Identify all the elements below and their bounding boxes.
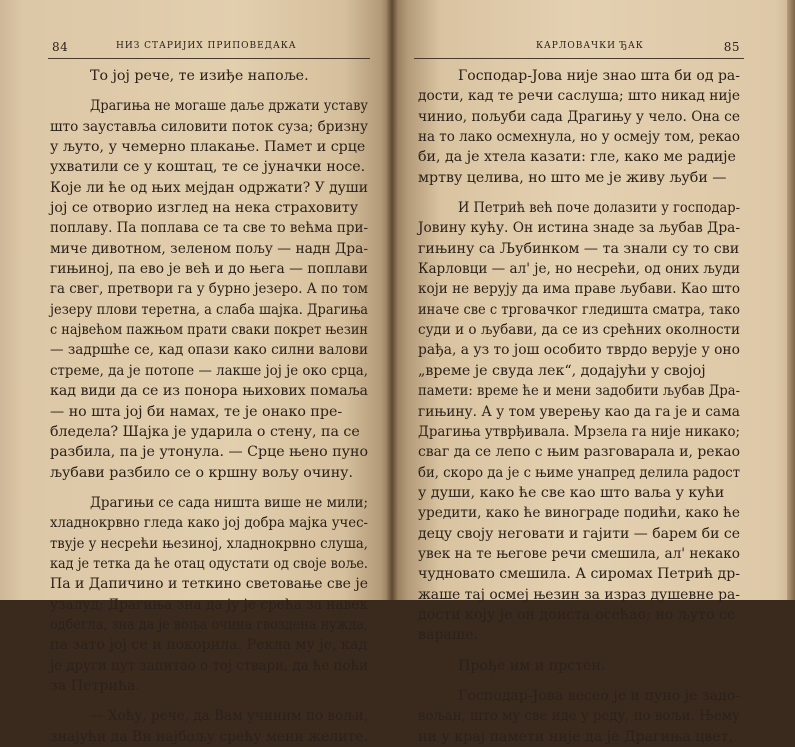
text-line: „време је свуда лек“, додајући у својој <box>418 362 706 379</box>
text-line: одбегла, зна да је воља очина гвоздена нужда, <box>50 616 368 633</box>
text-line: гињину. А у том уверењу као да га је и сама <box>418 403 740 420</box>
text-line: је други пут запитао о тој ствари, да ће поћи <box>50 657 368 674</box>
text-line: рађа, а уз то још особито тврдо верује у оно <box>418 342 740 359</box>
right-running-head: КАРЛОВАЧКИ ЂАК <box>536 41 644 51</box>
text-line: иначе све с трговачког гледишта сматра, тако <box>418 301 740 318</box>
text-line: хладнокрвно гледа како јој добра мајка учес- <box>50 515 368 532</box>
text-line: твује у несрећи њезиној, хладнокрвно слуша, <box>50 535 368 552</box>
text-line: Господар-Јова весео је и пуно је задо- <box>458 687 740 704</box>
text-line: разбила, па је утонула. — Срце њено пуно <box>50 444 368 461</box>
text-line: сваг да се лепо с њим разговарала и, рекао <box>418 444 740 461</box>
text-line: у љуто, у чемерно плакање. Памет и срце <box>50 139 366 156</box>
text-line: вараше. <box>418 627 479 644</box>
text-line: миче дивотном, зеленом пољу — надн Дра- <box>50 240 368 257</box>
left-header-rule <box>48 58 370 59</box>
text-line: уредити, како ће винограде подићи, како ће <box>418 505 740 522</box>
text-line: Господар-Јова није знао шта би од ра- <box>458 68 740 84</box>
text-line: знајући да Ви најбољу срећу мени желите. <box>50 728 368 745</box>
text-line: бледела? Шајка је ударила о стену, па се <box>50 423 360 440</box>
text-line: мртву целива, но што ме је живу љуби — <box>418 169 727 186</box>
left-page-header <box>52 40 370 56</box>
text-line: увек на те његове речи смешила, ал' некако <box>418 545 740 562</box>
text-line: кад је тетка да ће отац одустати од своје воље. <box>50 555 368 572</box>
right-page-number: 85 <box>723 40 740 54</box>
text-line: Драгиња утврђивала. Мрзела га није никако; <box>418 423 740 440</box>
text-line: вољан, што му све иде у реду, по вољи. Њему <box>418 708 740 725</box>
text-line: дости, кад те речи саслуша; што никад није <box>418 88 740 105</box>
text-line: Драгиња не могаше даље држати уставу <box>90 98 368 115</box>
left-page <box>0 0 392 745</box>
text-line: би, да је хтела казати: гле, како ме радије <box>418 149 736 166</box>
text-line: суди и о љубави, да се из срећних околности <box>418 322 740 339</box>
right-page-text <box>418 66 740 747</box>
text-line: на то лако осмехнула, но у осмеју том, рекао <box>418 129 740 146</box>
right-header-rule <box>414 58 744 59</box>
text-line: гињину са Љубинком — та знали су то сви <box>418 240 740 257</box>
text-line: кад види да се из понора њихових помаља <box>50 383 368 400</box>
text-line: га свег, претвори га у бурно језеро. А по том <box>50 281 368 298</box>
text-line: што зауставља силовити поток суза; бризну <box>50 118 368 135</box>
text-line: љубави разбило се о кршну вољу очину. <box>50 464 354 481</box>
text-line: јој се отворио изглед на нека страховиту <box>50 200 359 217</box>
text-line: памети: време ће и мени задобити љубав Дра- <box>418 383 740 400</box>
text-line: Драгињи се сада ништа више не мили; <box>90 494 368 511</box>
text-line: Које ли ће од њих мејдан одржати? У души <box>50 179 368 196</box>
text-line: ухватили се у коштац, те се јуначки носе. <box>50 159 366 176</box>
text-line: Јовину кућу. Он истина знаде за љубав Дра- <box>418 220 740 237</box>
left-running-head: НИЗ СТАРИЈИХ ПРИПОВЕДАКА <box>116 41 297 51</box>
text-line: гињиној, па ево је већ и до њега — поплави <box>50 261 368 278</box>
text-line: Па и Дапичино и теткино световање све је <box>50 576 368 593</box>
text-line: би, скоро да је с њиме унапред делила радост <box>418 464 740 481</box>
right-page-edge <box>787 0 795 600</box>
text-line: у души, како ће све као што ваља у кући <box>418 484 725 501</box>
text-line: Карловци — ал' је, но несрећи, од оних људи <box>418 261 740 278</box>
text-line: језеру плови теретна, а слаба шајка. Драгиња <box>50 301 368 318</box>
text-line: — задршће се, кад опази како силни валови <box>50 342 368 359</box>
text-line: поплаву. Па поплава се та све то већма при- <box>50 220 368 237</box>
text-line: ни у крај памети није да је Драгиња цвет, <box>418 728 733 745</box>
text-line: То јој рече, те изиђе напоље. <box>90 68 309 84</box>
left-page-number: 84 <box>52 40 69 54</box>
text-line: децу своју неговати и гајити — барем би се <box>418 525 740 542</box>
text-line: дости коју је он доиста осећао; но љуто се <box>418 606 736 623</box>
text-line: — но шта јој би намах, те је онако пре- <box>50 403 343 420</box>
text-line: — Хоћу, рече, да Вам учиним по вољи, <box>90 708 368 725</box>
right-page <box>392 0 795 745</box>
right-page-header <box>418 40 740 56</box>
text-line: Прође им и прстен. <box>458 657 606 674</box>
text-line: стреме, да је потопе — лакше јој је око срца, <box>50 362 368 379</box>
text-line: за Петрића. <box>50 677 140 694</box>
text-line: узалуд; Драгиња зна да ју је срећа за навек <box>50 596 368 613</box>
text-line: чудновато смешила. А сиромах Петрић др- <box>418 566 740 583</box>
text-line: И Петрић већ поче долазити у господар- <box>458 200 740 217</box>
text-line: па зато јој се и покорила. Рекла му је, кад <box>50 637 368 654</box>
text-line: који не верују да има праве љубави. Као што <box>418 281 740 298</box>
text-line: чинио, пољуби сада Драгињу у чело. Она се <box>418 108 740 125</box>
left-page-text <box>50 66 368 747</box>
text-line: с највећом пажњом прати сваки покрет њезин <box>50 322 368 339</box>
text-line: жаше тај осмеј њезин за израз душевне ра- <box>418 586 740 603</box>
book-gutter <box>386 0 398 600</box>
